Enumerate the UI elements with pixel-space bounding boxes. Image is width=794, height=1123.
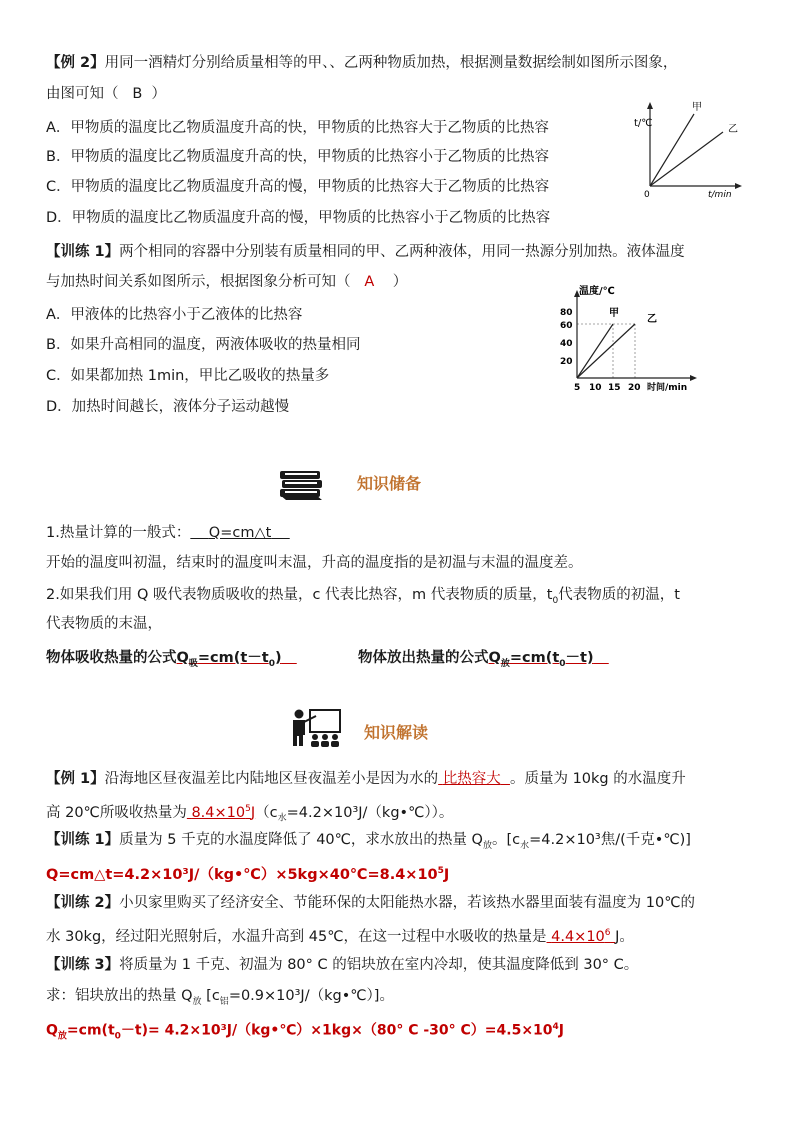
tr1b-s1: 质量为 5 千克的水温度降低了 40℃，求水放出的热量 Q (119, 832, 483, 848)
kb-general-formula (190, 525, 289, 541)
tr2-ans-unit: J (615, 928, 620, 945)
tr2-line1 (46, 893, 695, 913)
ex1-line1 (46, 769, 686, 789)
tr1a-option-c: C．如果都加热 1min，甲比乙吸收的热量多 (46, 368, 330, 384)
ex2-stem-line1 (46, 53, 677, 73)
kb-release-label: 物体放出热量的公式 (358, 650, 489, 666)
tr3-ans-sup: 4 (552, 1022, 559, 1032)
tr1a-ytick-60: 60 (560, 321, 573, 331)
tr3-line1 (46, 955, 638, 975)
tr1a-ylabel: 温度/℃ (579, 286, 615, 297)
tr1a-temperature-graph (555, 282, 705, 394)
tr3-line2 (46, 986, 394, 1012)
ex2-temperature-graph (618, 96, 748, 202)
books-icon (276, 467, 326, 503)
tr1b-s1-sub: 放 (482, 840, 492, 851)
tr2-answer (547, 929, 616, 945)
tr1b-ans-unit: J (443, 866, 450, 883)
kb-absorb-sub2: 0 (268, 658, 275, 669)
kb-line3 (46, 585, 680, 611)
kb-line2: 开始的温度叫初温，结束时的温度叫末温，升高的温度指的是初温与末温的温度差。 (46, 555, 583, 571)
ex2-xlabel: t/min (708, 190, 732, 200)
tr1a-label-jia: 甲 (609, 308, 619, 319)
tr3-ans-mid: =cm(t (66, 1022, 115, 1039)
tr2-ans-sup: 6 (604, 928, 611, 938)
ex1-answer2 (187, 805, 255, 821)
ex2-y-arrow (647, 102, 653, 109)
ex2-stem2: 由图可知（ (46, 86, 119, 102)
tr3-tag: 【训练 3】 (46, 957, 120, 973)
tr2-tag: 【训练 2】 (46, 895, 120, 911)
teacher-icon (290, 708, 342, 748)
tr1b-s2-sub: 水 (520, 840, 530, 851)
ex1-answer2-sup: 5 (245, 804, 251, 814)
tr1a-tag: 【训练 1】 (46, 244, 120, 260)
ex2-label-jia: 甲 (692, 102, 702, 113)
kb-absorb-formula-line (46, 648, 297, 674)
tr1a-line-jia (577, 324, 613, 378)
kb-general-formula-text: Q=cm△t (208, 525, 272, 541)
tr1b-ans-sup: 5 (437, 866, 444, 876)
kb-release-formula (488, 650, 609, 669)
tr1a-ytick-40: 40 (560, 339, 573, 349)
ex2-line-yi (650, 132, 723, 186)
tr3-ans-sub2: 0 (114, 1031, 121, 1042)
ex2-line-jia (650, 114, 694, 186)
tr1a-option-b: B．如果升高相同的温度，两液体吸收的热量相同 (46, 337, 361, 353)
ex2-origin: 0 (644, 190, 650, 200)
tr1a-label-yi: 乙 (647, 314, 657, 325)
tr2-s3: 。 (619, 928, 634, 945)
kb-l1-pre: 1.热量计算的一般式： (46, 525, 191, 541)
ex2-tag: 【例 2】 (46, 55, 105, 71)
kb-release-formula-line (358, 648, 609, 674)
ex1-s2: 。质量为 10kg 的水温度升 (509, 771, 686, 787)
ex1-line2 (46, 799, 453, 829)
tr3-s1: 将质量为 1 千克、初温为 80° C 的铝块放在室内冷却，使其温度降低到 30° C。 (119, 957, 639, 973)
tr1a-ytick-20: 20 (560, 357, 573, 367)
ex1-answer1-text: 比热容大 (442, 771, 501, 787)
tr1a-x-arrow (690, 375, 697, 381)
tr3-s2-mid: [c (206, 988, 220, 1004)
tr3-s2-sub: 放 (192, 996, 202, 1007)
tr1a-stem2: 与加热时间关系如图所示，根据图象分析可知（ (46, 274, 351, 290)
tr1a-xtick-5: 5 (574, 383, 581, 393)
ex1-answer1 (438, 771, 510, 787)
ex1-tag: 【例 1】 (46, 771, 105, 787)
kb-absorb-mid: =cm(t－t (197, 650, 269, 666)
tr3-ans-end: －t)= 4.2×10³J/（kg•℃）×1kg×（80° C -30° C）=4.5×10 (120, 1022, 553, 1039)
kb-l3: 2.如果我们用 Q 吸代表物质吸收的热量，c 代表比热容，m 代表物质的质量，t (46, 587, 553, 603)
tr1b-ans: Q=cm△t=4.2×10³J/（kg•℃）×5kg×40℃=8.4×10 (46, 866, 438, 883)
tr1b-tag: 【训练 1】 (46, 832, 120, 848)
tr1a-ytick-80: 80 (560, 308, 573, 318)
kb-l3-end: 代表物质的初温，t (558, 587, 680, 603)
ex2-option-b: B．甲物质的温度比乙物质温度升高的快，甲物质的比热容小于乙物质的比热容 (46, 149, 549, 165)
tr1b-s2: 。[c (491, 832, 521, 848)
tr1b-s2-end: =4.2×10³焦/(千克•℃)] (529, 832, 691, 848)
ex2-x-arrow (735, 183, 742, 189)
tr1a-line-yi (577, 324, 635, 378)
section-title-interpret: 知识解读 (364, 723, 429, 742)
kb-release-sub: 放 (500, 658, 510, 669)
tr1a-stem2-end: ） (392, 274, 408, 290)
kb-release-sub2: 0 (559, 658, 566, 669)
ex2-stem-line2 (46, 84, 166, 104)
kb-absorb-q: Q (176, 650, 189, 666)
tr1a-xtick-20: 20 (628, 383, 641, 393)
tr1b-line1 (46, 830, 691, 856)
ex2-option-d: D．甲物质的温度比乙物质温度升高的慢，甲物质的比热容小于乙物质的比热容 (46, 210, 551, 226)
ex2-ylabel: t/℃ (634, 118, 653, 129)
tr3-s2-end: =0.9×10³J/（kg•℃）]。 (228, 988, 394, 1004)
tr2-s2: 水 30kg，经过阳光照射后，水温升高到 45℃，在这一过程中水吸收的热量是 (46, 928, 547, 945)
ex2-stem1: 用同一酒精灯分别给质量相等的甲、、乙两种物质加热，根据测量数据绘制如图所示图象， (104, 55, 678, 71)
tr1a-stem-line2 (46, 272, 407, 292)
tr1b-answer (46, 861, 449, 885)
kb-l3-sub: 0 (552, 595, 559, 606)
tr1a-answer: A (364, 274, 375, 290)
ex2-option-c: C．甲物质的温度比乙物质温度升高的慢，甲物质的比热容大于乙物质的比热容 (46, 179, 550, 195)
kb-absorb-sub: 吸 (188, 658, 198, 669)
kb-release-mid: =cm(t (509, 650, 560, 666)
tr3-ans-unit: J (558, 1022, 565, 1039)
tr3-ans-sub: 放 (57, 1031, 67, 1042)
kb-release-end: －t) (565, 650, 594, 666)
tr1a-option-d: D．加热时间越长，液体分子运动越慢 (46, 399, 290, 415)
tr2-line2 (46, 923, 634, 947)
tr1a-xtick-10: 10 (589, 383, 602, 393)
kb-absorb-end: ) (274, 650, 282, 666)
ex2-label-yi: 乙 (728, 124, 738, 135)
tr3-ans-q: Q (46, 1022, 58, 1039)
tr1a-option-a: A．甲液体的比热容小于乙液体的比热容 (46, 307, 303, 323)
tr2-s1: 小贝家里购买了经济安全、节能环保的太阳能热水器，若该热水器里面装有温度为 10℃的 (119, 895, 695, 911)
tr3-s2-sub2: 铝 (219, 996, 229, 1007)
tr1a-xtick-15: 15 (608, 383, 621, 393)
section-title-reserve: 知识储备 (357, 474, 422, 493)
tr2-ans: 4.4×10 (551, 928, 605, 945)
tr1a-stem-line1 (46, 242, 685, 262)
tr1a-xlabel: 时间/min (647, 383, 688, 393)
kb-absorb-label: 物体吸收热量的公式 (46, 650, 177, 666)
ex2-option-a: A．甲物质的温度比乙物质温度升高的快，甲物质的比热容大于乙物质的比热容 (46, 120, 549, 136)
ex1-s3: 高 20℃所吸收热量为 (46, 804, 187, 821)
kb-line4: 代表物质的末温， (46, 616, 162, 632)
ex2-answer: B (132, 86, 143, 102)
ex1-answer2-unit: J (250, 804, 256, 821)
kb-line1 (46, 523, 290, 543)
kb-release-q: Q (488, 650, 501, 666)
ex1-s1: 沿海地区昼夜温差比内陆地区昼夜温差小是因为水的 (104, 771, 439, 787)
ex2-stem2-end: ） (151, 86, 166, 102)
ex1-s4-sub: 水 (277, 813, 287, 824)
tr3-s2: 求：铝块放出的热量 Q (46, 988, 193, 1004)
ex1-s4: （c (255, 804, 278, 821)
kb-absorb-formula (176, 650, 297, 669)
tr3-answer (46, 1017, 564, 1046)
ex1-answer2-text: 8.4×10 (191, 804, 246, 821)
tr1a-stem1: 两个相同的容器中分别装有质量相同的甲、乙两种液体，用同一热源分别加热。液体温度 (119, 244, 685, 260)
ex1-s4-end: =4.2×10³J/（kg•℃））。 (286, 804, 454, 821)
